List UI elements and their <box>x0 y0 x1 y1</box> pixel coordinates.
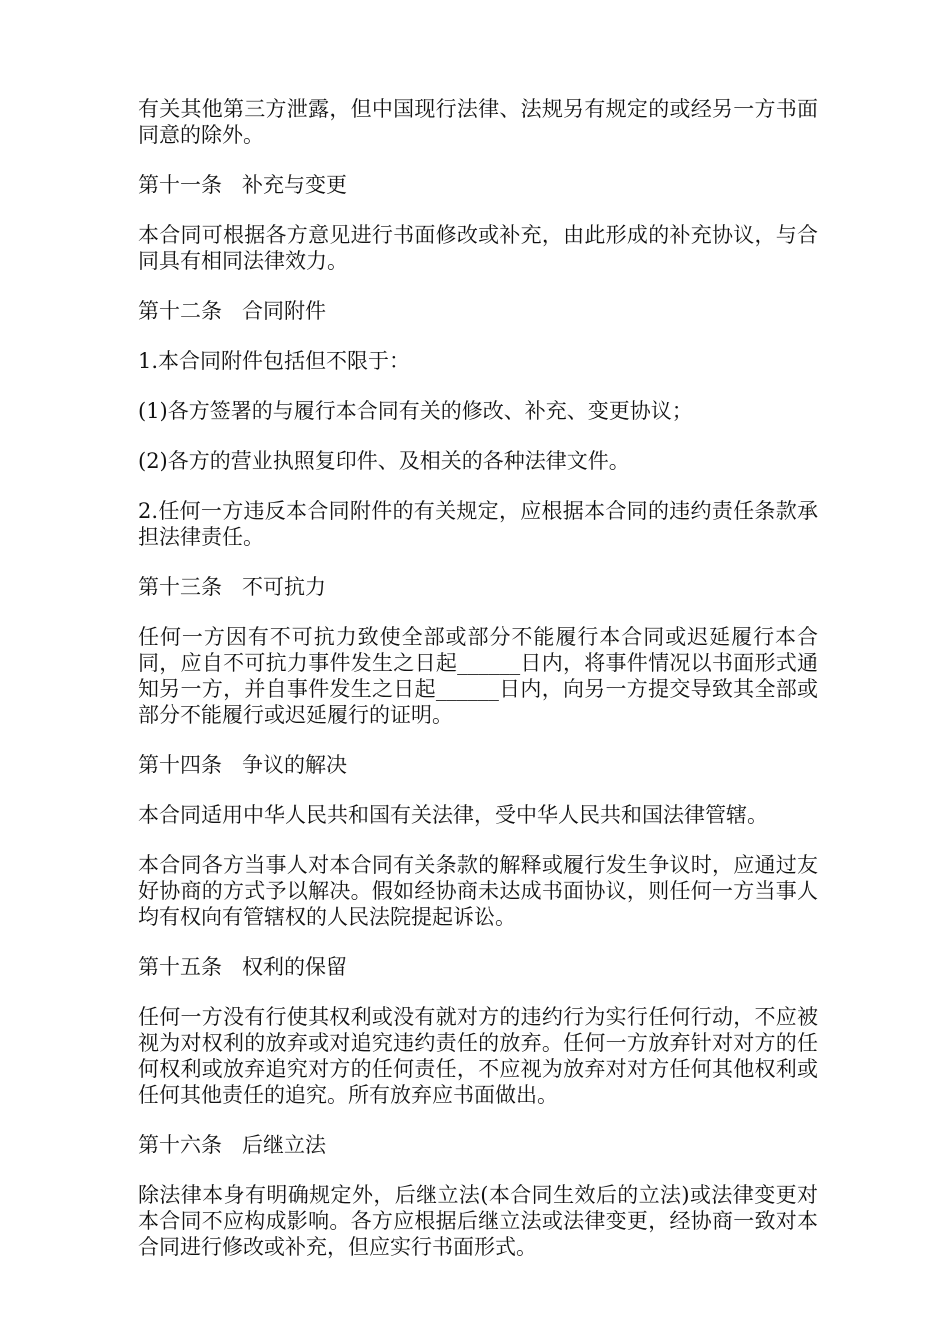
article-14-heading: 第十四条 争议的解决 <box>138 753 348 777</box>
paragraph-waiver: 任何一方没有行使其权利或没有就对方的违约行为实行任何行动，不应被视为对权利的放弃或对追究违约责任的放弃。任何一方放弃针对对方的任何权利或放弃追究对方的任何责任，不应视为放弃对对方任何其他权利或任何其他责任的追究。所有放弃应书面做出。 <box>138 1005 818 1107</box>
paragraph-confidentiality-tail: 有关其他第三方泄露，但中国现行法律、法规另有规定的或经另一方书面同意的除外。 <box>138 97 818 147</box>
paragraph-subsequent-legislation: 除法律本身有明确规定外，后继立法(本合同生效后的立法)或法律变更对本合同不应构成影响。各方应根据后继立法或法律变更，经协商一致对本合同进行修改或补充，但应实行书面形式。 <box>138 1183 818 1259</box>
paragraph-annex-scope: 1.本合同附件包括但不限于： <box>138 349 411 373</box>
paragraph-amendment: 本合同可根据各方意见进行书面修改或补充，由此形成的补充协议，与合同具有相同法律效力。 <box>138 223 818 273</box>
article-12-heading: 第十二条 合同附件 <box>138 299 327 323</box>
article-16-heading: 第十六条 后继立法 <box>138 1133 327 1157</box>
document-page <box>138 96 818 1284</box>
paragraph-force-majeure: 任何一方因有不可抗力致使全部或部分不能履行本合同或迟延履行本合同，应自不可抗力事件发生之日起______日内，将事件情况以书面形式通知另一方，并自事件发生之日起______日内，向另一方提交导致其全部或部分不能履行或迟延履行的证明。 <box>138 625 818 727</box>
paragraph-annex-item-1: (1)各方签署的与履行本合同有关的修改、补充、变更协议； <box>138 399 693 423</box>
paragraph-annex-liability: 2.任何一方违反本合同附件的有关规定，应根据本合同的违约责任条款承担法律责任。 <box>138 499 818 549</box>
paragraph-annex-item-2: (2)各方的营业执照复印件、及相关的各种法律文件。 <box>138 449 630 473</box>
article-11-heading: 第十一条 补充与变更 <box>138 173 348 197</box>
paragraph-governing-law: 本合同适用中华人民共和国有关法律，受中华人民共和国法律管辖。 <box>138 803 768 827</box>
article-15-heading: 第十五条 权利的保留 <box>138 955 348 979</box>
article-13-heading: 第十三条 不可抗力 <box>138 575 327 599</box>
paragraph-dispute-resolution: 本合同各方当事人对本合同有关条款的解释或履行发生争议时，应通过友好协商的方式予以解决。假如经协商未达成书面协议，则任何一方当事人均有权向有管辖权的人民法院提起诉讼。 <box>138 853 818 929</box>
